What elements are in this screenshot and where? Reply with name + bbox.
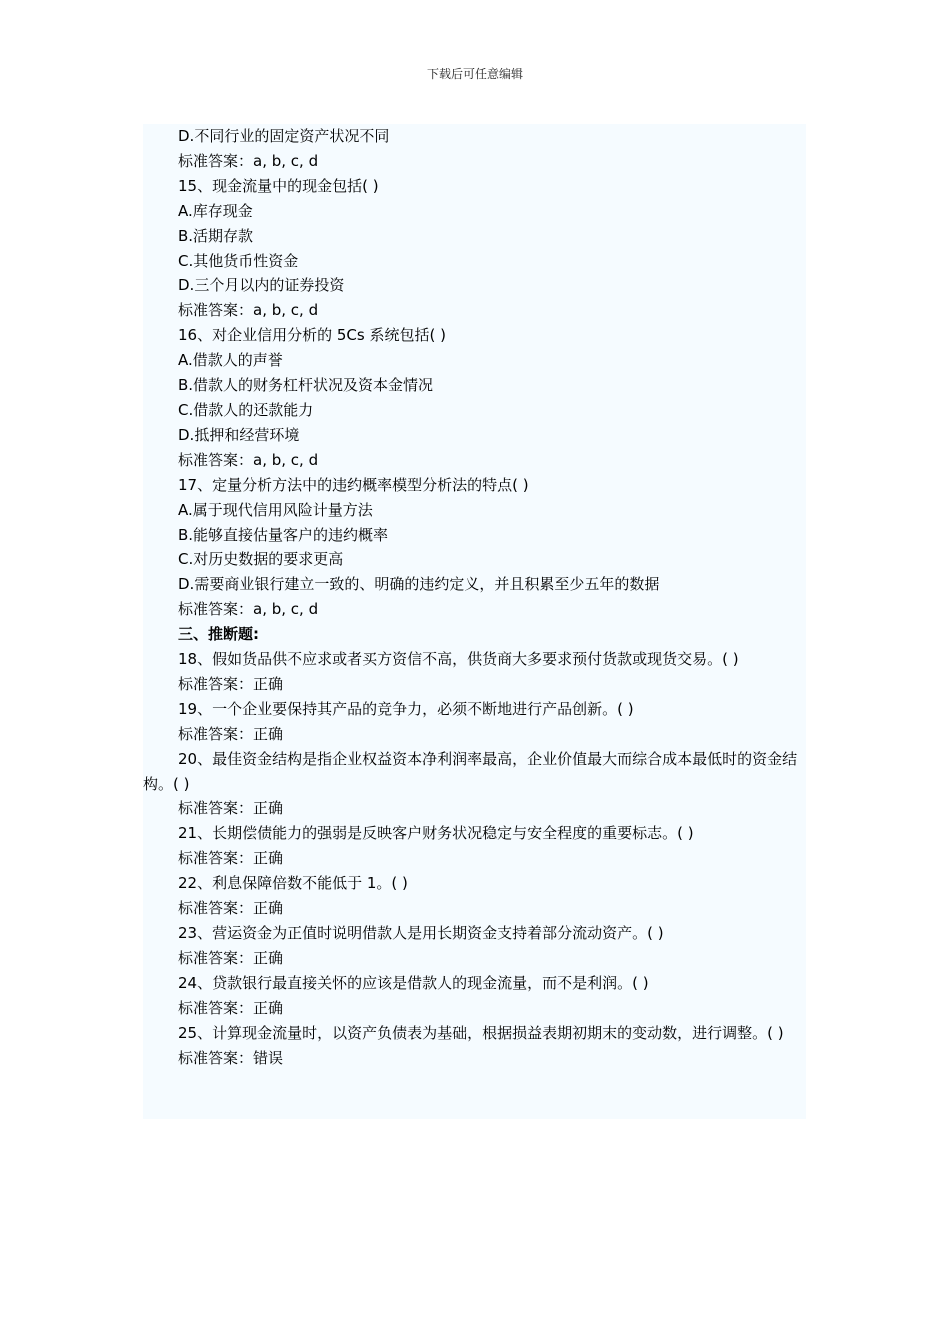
option-text: C.借款人的还款能力 — [178, 400, 314, 419]
question-text: 24、贷款银行最直接关怀的应该是借款人的现金流量，而不是利润。( ) — [178, 973, 649, 992]
answer-text: 标准答案：正确 — [178, 998, 284, 1017]
answer-text: 标准答案：错误 — [178, 1048, 284, 1067]
question-text: 15、现金流量中的现金包括( ) — [178, 176, 379, 195]
answer-text: 标准答案：正确 — [178, 899, 284, 918]
option-text: A.借款人的声誉 — [178, 351, 283, 370]
question-text: 23、营运资金为正值时说明借款人是用长期资金支持着部分流动资产。( ) — [178, 924, 664, 942]
question-text: 22、利息保障倍数不能低于 1。( ) — [178, 874, 408, 893]
option-text: D.需要商业银行建立一致的、明确的违约定义，并且积累至少五年的数据 — [178, 575, 660, 594]
option-text: A.库存现金 — [178, 201, 253, 220]
option-text: A.属于现代信用风险计量方法 — [178, 500, 373, 519]
answer-text: 标准答案：正确 — [178, 948, 284, 967]
question-text: 18、假如货品供不应求或者买方资信不高，供货商大多要求预付货款或现货交易。( ) — [178, 650, 739, 669]
question-text: 20、最佳资金结构是指企业权益资本净利润率最高，企业价值最大而综合成本最低时的资金结构。( ) — [143, 749, 798, 793]
answer-text: 标准答案：正确 — [178, 849, 284, 868]
option-text: C.对历史数据的要求更高 — [178, 550, 344, 569]
question-text: 21、长期偿债能力的强弱是反映客户财务状况稳定与安全程度的重要标志。( ) — [178, 824, 694, 843]
question-text: 17、定量分析方法中的违约概率模型分析法的特点( ) — [178, 475, 529, 494]
section-heading: 三、推断题: — [178, 625, 259, 644]
answer-text: 标准答案：正确 — [178, 674, 284, 693]
answer-text: 标准答案：a, b, c, d — [178, 450, 319, 469]
answer-text: 标准答案：a, b, c, d — [178, 151, 319, 170]
question-text: 25、计算现金流量时，以资产负债表为基础，根据损益表期初期末的变动数，进行调整。( ) — [178, 1023, 784, 1042]
option-text: B.活期存款 — [178, 226, 254, 245]
option-text: B.借款人的财务杠杆状况及资本金情况 — [178, 376, 434, 395]
document-body — [143, 124, 803, 1070]
option-text: C.其他货币性资金 — [178, 251, 299, 270]
answer-text: 标准答案：正确 — [178, 724, 284, 743]
option-text: D.不同行业的固定资产状况不同 — [178, 127, 390, 145]
answer-text: 标准答案：正确 — [178, 799, 284, 818]
answer-text: 标准答案：a, b, c, d — [178, 301, 319, 320]
option-text: D.抵押和经营环境 — [178, 425, 300, 444]
page-header: 下载后可任意编辑 — [426, 67, 523, 81]
question-text: 19、一个企业要保持其产品的竞争力，必须不断地进行产品创新。( ) — [178, 699, 634, 718]
answer-text: 标准答案：a, b, c, d — [178, 600, 319, 619]
question-text: 16、对企业信用分析的 5Cs 系统包括( ) — [178, 326, 446, 345]
option-text: D.三个月以内的证券投资 — [178, 276, 345, 295]
option-text: B.能够直接估量客户的违约概率 — [178, 525, 389, 544]
